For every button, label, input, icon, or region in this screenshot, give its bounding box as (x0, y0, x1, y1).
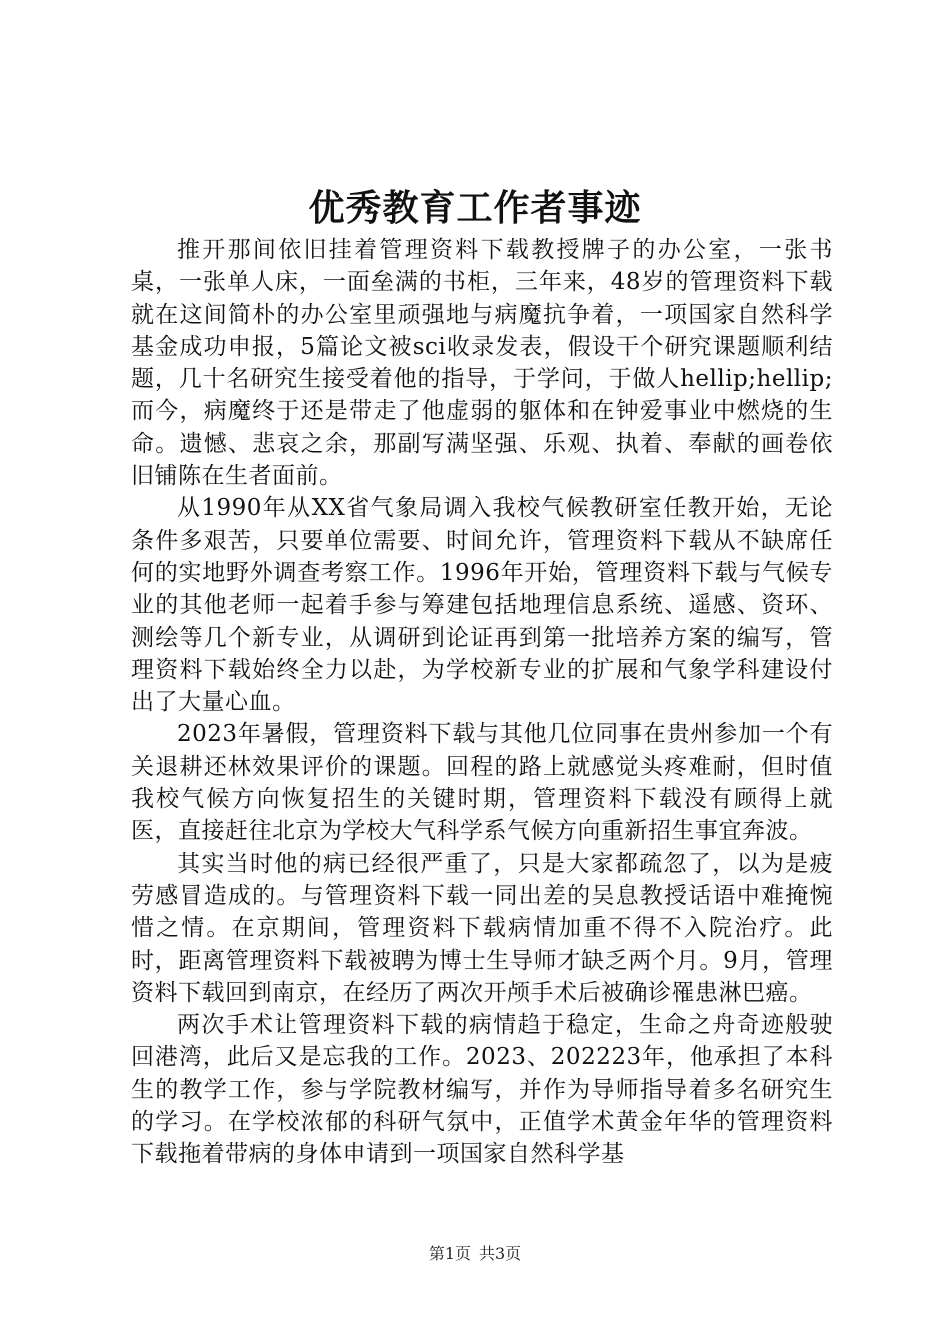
paragraph: 两次手术让管理资料下载的病情趋于稳定，生命之舟奇迹般驶回港湾，此后又是忘我的工作。2023、202223年，他承担了本科生的教学工作，参与学院教材编写，并作为导师指导着多名研究生的学习。在学校浓郁的科研气氛中，正值学术黄金年华的管理资料下载拖着带病的身体申请到一项国家自然科学基 (131, 1012, 833, 1168)
paragraph: 推开那间依旧挂着管理资料下载教授牌子的办公室，一张书桌，一张单人床，一面垒满的书柜，三年来，48岁的管理资料下载就在这间简朴的办公室里顽强地与病魔抗争着，一项国家自然科学基金成功申报，5篇论文被sci收录发表，假设干个研究课题顺利结题，几十名研究生接受着他的指导，于学问，于做人hellip;hellip;而今，病魔终于还是带走了他虚弱的躯体和在钟爱事业中燃烧的生命。遗憾、悲哀之余，那副写满坚强、乐观、执着、奉献的画卷依旧铺陈在生者面前。 (131, 237, 833, 490)
document-title: 优秀教育工作者事迹 (308, 187, 642, 229)
paragraph: 从1990年从XX省气象局调入我校气候教研室任教开始，无论条件多艰苦，只要单位需要、时间允许，管理资料下载从不缺席任何的实地野外调查考察工作。1996年开始，管理资料下载与气候专业的其他老师一起着手参与筹建包括地理信息系统、遥感、资环、测绘等几个新专业，从调研到论证再到第一批培养方案的编写，管理资料下载始终全力以赴，为学校新专业的扩展和气象学科建设付出了大量心血。 (131, 495, 833, 716)
paragraph: 其实当时他的病已经很严重了，只是大家都疏忽了，以为是疲劳感冒造成的。与管理资料下载一同出差的吴息教授话语中难掩惋惜之情。在京期间，管理资料下载病情加重不得不入院治疗。此时，距离管理资料下载被聘为博士生导师才缺乏两个月。9月，管理资料下载回到南京，在经历了两次开颅手术后被确诊罹患淋巴癌。 (131, 850, 833, 1006)
paragraph: 2023年暑假，管理资料下载与其他几位同事在贵州参加一个有关退耕还林效果评价的课题。回程的路上就感觉头疼难耐，但时值我校气候方向恢复招生的关键时期，管理资料下载没有顾得上就医，直接赶往北京为学校大气科学系气候方向重新招生事宜奔波。 (131, 721, 833, 845)
page-footer (0, 1242, 950, 1266)
document-body (131, 234, 833, 1171)
page-total: 共3页 (479, 1244, 522, 1263)
page-number: 第1页 (428, 1244, 471, 1263)
